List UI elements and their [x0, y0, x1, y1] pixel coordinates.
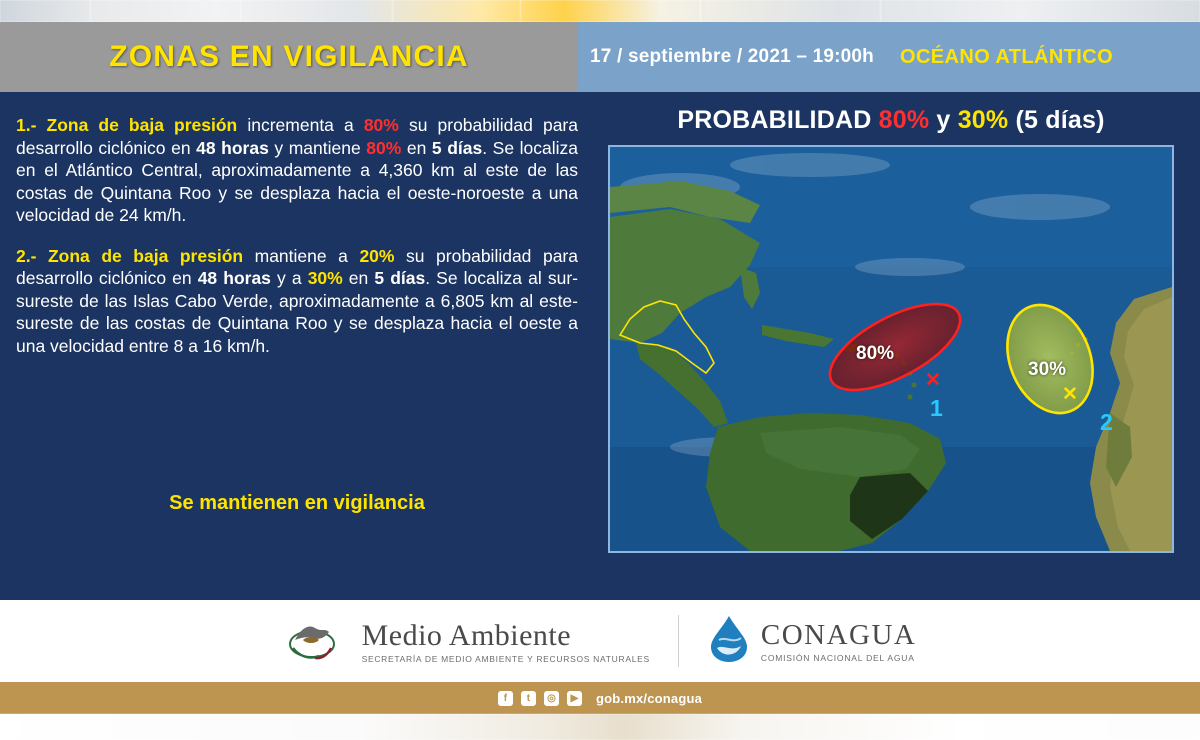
header-left-panel: [0, 22, 578, 92]
zone-1-text-2: su probabilidad para desarrollo ciclónico en: [16, 115, 578, 158]
ocean-basin-label: OCÉANO ATLÁNTICO: [899, 45, 1114, 68]
zone-1-map-percent: 80%: [856, 343, 895, 364]
facebook-icon[interactable]: f: [498, 691, 513, 706]
map-column: [596, 106, 1186, 553]
probability-heading-80: 80%: [878, 106, 930, 134]
twitter-icon[interactable]: t: [521, 691, 536, 706]
conagua-block: [707, 614, 917, 669]
main-body: [0, 92, 1200, 600]
zone-1-number: 1.-: [16, 115, 37, 135]
gob-url-label[interactable]: gob.mx/conagua: [595, 690, 703, 706]
zone-2-window-5d: 5 días: [374, 268, 426, 288]
zone-2-text-5: . Se localiza al sur-sureste de las Islas Cabo Verde, aproximadamente a 6,805 km al este-sureste de las costas de Quintana Roo y se desplaza hacia el oeste a una velocidad entre 8 a 16 km/h.: [16, 268, 578, 356]
zone-1-label: Zona de baja presión: [46, 115, 238, 135]
header-right-panel: [578, 22, 1200, 92]
zone-1-text-3: y mantiene: [268, 137, 367, 158]
zone-2-map-percent: 30%: [1028, 359, 1067, 380]
zone-2-prob-48h: 20%: [359, 245, 395, 266]
zone-2-text-3: y a: [270, 268, 308, 288]
header-bar: [0, 22, 1200, 92]
page-title: ZONAS EN VIGILANCIA: [109, 40, 469, 73]
footer-divider: [678, 615, 679, 667]
zone-1-map-number: 1: [930, 395, 943, 421]
mexico-eagle-icon: [284, 613, 340, 669]
zone-1-text-5: . Se localiza en el Atlántico Central, aproximadamente a 4,360 km al este de las costas de Quintana Roo y se desplaza hacia el oeste-noroeste a una velocidad de 24 km/h.: [16, 137, 578, 225]
zone-2-window-48h: 48 horas: [197, 268, 271, 288]
probability-heading-30: 30%: [957, 106, 1009, 134]
probability-heading-prefix: PROBABILIDAD: [677, 106, 872, 134]
zone-2-center-marker: ✕: [1062, 384, 1078, 405]
zone-1-window-48h: 48 horas: [196, 137, 269, 158]
satellite-map[interactable]: [608, 145, 1174, 553]
zone-2-text-1: mantiene a: [243, 245, 360, 266]
zone-2-prob-5d: 30%: [307, 268, 343, 288]
youtube-icon[interactable]: ▶: [567, 691, 582, 706]
ministry-title: Medio Ambiente: [361, 618, 572, 652]
watch-status-text: Se mantienen en vigilancia: [169, 492, 425, 514]
top-browser-strip: [0, 0, 1200, 22]
text-column: [16, 114, 578, 514]
conagua-subtitle: COMISIÓN NACIONAL DEL AGUA: [760, 653, 915, 663]
probability-heading-days: (5 días): [1015, 106, 1105, 134]
zone-1-paragraph: [16, 114, 578, 227]
footer-social-band: [0, 682, 1200, 714]
zone-2-number: 2.-: [16, 245, 37, 266]
footer-logo-band: [0, 600, 1200, 682]
probability-heading: [596, 106, 1186, 135]
bottom-page-strip: [0, 714, 1200, 740]
conagua-text: [761, 619, 917, 663]
zone-1-text-4: en: [401, 137, 432, 158]
ministry-subtitle: SECRETARÍA DE MEDIO AMBIENTE Y RECURSOS NATURALES: [361, 653, 650, 664]
zone-2-text-2: su probabilidad para desarrollo ciclónico en: [16, 245, 578, 288]
zone-2-label: Zona de baja presión: [47, 245, 244, 266]
report-datetime: 17 / septiembre / 2021 – 19:00h: [590, 46, 874, 67]
zone-2-paragraph: [16, 245, 578, 358]
zone-1-text-1: incrementa a: [237, 115, 364, 135]
ministry-block: [362, 619, 650, 664]
zone-2-map-number: 2: [1100, 409, 1113, 435]
zone-1-window-5d: 5 días: [431, 137, 483, 158]
instagram-icon[interactable]: ◎: [544, 691, 559, 706]
zone-2-text-4: en: [342, 268, 375, 288]
map-graphic: [610, 147, 1172, 551]
zone-1-center-marker: ✕: [925, 370, 941, 391]
conagua-title: CONAGUA: [760, 619, 917, 651]
zone-1-prob-48h: 80%: [363, 115, 399, 135]
probability-heading-conj: y: [936, 106, 951, 134]
zone-1-prob-5d: 80%: [366, 137, 402, 158]
conagua-water-icon: [707, 614, 751, 669]
